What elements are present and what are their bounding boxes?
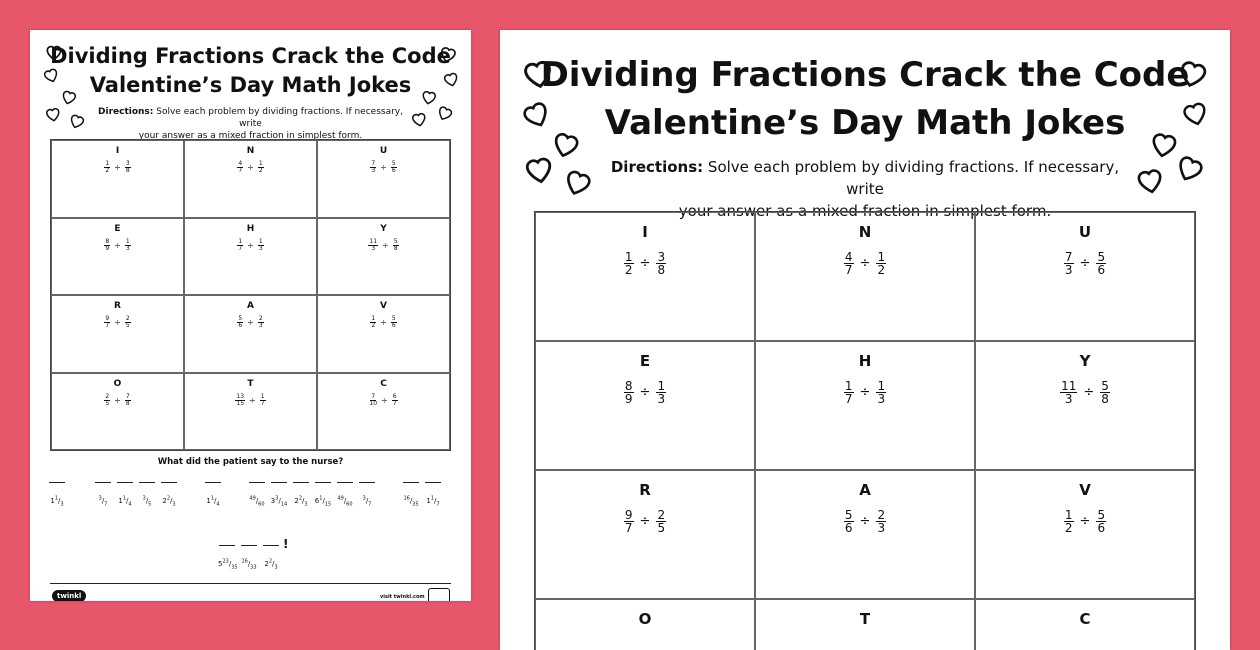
joke-question: What did the patient say to the nurse? [157,457,344,467]
problem-cell [317,295,450,373]
heart-icon [58,86,80,108]
answer-numerator: 1 [319,495,323,502]
code-letter: Y [1079,352,1091,370]
problem-cell [317,218,450,296]
code-letter: O [113,378,122,389]
heart-icon [409,109,430,130]
denominator: 3 [877,392,886,406]
problem-cell [184,373,317,451]
problem-cell [755,470,975,599]
numerator: 2 [258,315,263,322]
denominator: 7 [624,521,633,535]
heart-icon [517,52,559,94]
answer-denominator: 3 [60,501,64,508]
division-problem [536,380,754,405]
title-line-2: Valentine’s Day Math Jokes [604,103,1126,143]
divide-sign: ÷ [381,395,388,405]
divide-sign: ÷ [249,395,256,405]
denominator: 3 [371,167,376,174]
problem-grid [534,211,1196,650]
denominator: 10 [369,399,378,407]
problem-cell [755,341,975,470]
denominator: 3 [371,244,376,252]
answer-denominator: 60 [346,501,353,508]
denominator: 3 [258,322,263,329]
numerator: 1 [657,379,666,393]
numerator: 13 [236,392,245,400]
division-problem [756,251,974,276]
answer-numerator: 3 [362,495,366,502]
denominator: 8 [393,244,398,252]
denominator: 7 [260,399,265,407]
answer-numerator: 1 [54,495,59,502]
answer-denominator: 5 [148,501,152,508]
answer-denominator: 7 [104,501,108,508]
numerator: 4 [844,250,853,264]
problem-cell [317,373,450,451]
code-letter: V [1079,481,1091,499]
answer-slot: $3^3/_{14}$ [270,482,288,507]
directions-label: Directions: [98,107,154,117]
heart-icon [519,149,558,188]
numerator: 1 [844,379,853,393]
code-letter: U [1078,223,1092,241]
answer-slot: $^{16}/_{33}$ [240,545,258,570]
answer-slot: $2^2/_3$ [160,482,178,507]
denominator: 3 [877,521,886,535]
worksheet-thumbnail [30,30,471,601]
numerator: 9 [105,315,110,322]
divide-sign: ÷ [380,318,387,327]
answer-whole: 6 [314,497,320,505]
divide-sign: ÷ [380,163,387,172]
divide-sign: ÷ [114,240,121,250]
denominator: 15 [236,399,245,407]
numerator: 5 [393,237,398,245]
heart-icon [44,42,64,62]
divide-sign: ÷ [639,385,651,400]
division-problem [536,251,754,276]
problem-cell [51,373,184,451]
answer-denominator: 33 [250,564,257,571]
problem-cell [535,599,755,650]
answer-whole: 5 [218,560,223,568]
code-letter: E [114,223,121,234]
code-letter: H [246,223,255,234]
footer-divider [50,583,451,584]
problem-cell [535,212,755,341]
code-letter: I [115,146,120,156]
division-problem [185,316,316,329]
answer-slot: $2^2/_3$ [292,482,310,507]
answer-denominator: 35 [231,564,238,571]
answer-numerator: 3 [98,495,102,502]
denominator: 3 [258,244,263,252]
problem-cell [975,470,1195,599]
numerator: 1 [238,237,243,245]
problem-cell [184,295,317,373]
twinkl-logo: twinkl [52,590,86,601]
answer-whole: 1 [206,497,211,505]
numerator: 5 [844,508,853,522]
code-letter: E [639,352,651,370]
division-problem [52,394,183,407]
numerator: 1 [258,237,263,245]
answer-numerator: 1 [430,495,435,502]
denominator: 3 [1064,263,1073,277]
numerator: 7 [125,392,130,400]
division-problem [756,380,974,405]
divide-sign: ÷ [382,240,389,250]
denominator: 6 [1097,521,1106,535]
code-letter: V [380,301,387,311]
title-line-1: Dividing Fractions Crack the Code [50,44,451,68]
answer-slot: $^3/_5$ [138,482,156,507]
answer-denominator: 7 [436,501,440,508]
numerator: 8 [105,237,110,245]
numerator: 8 [624,379,633,393]
numerator: 11 [1061,379,1077,393]
numerator: 1 [877,379,886,393]
division-problem [52,316,183,329]
numerator: 7 [1064,250,1073,264]
answer-numerator: 3 [142,495,146,502]
denominator: 8 [657,263,666,277]
numerator: 1 [371,315,376,322]
answer-denominator: 15 [324,501,332,508]
badge-icon [428,588,450,601]
denominator: 6 [844,521,853,535]
numerator: 1 [125,237,130,245]
numerator: 1 [1064,508,1073,522]
division-problem [976,251,1194,276]
denominator: 3 [125,244,130,252]
code-letter: H [858,352,872,370]
divide-sign: ÷ [114,318,121,327]
answer-denominator: 35 [412,501,419,508]
answer-slot: $1^1/_4$ [116,482,134,507]
answer-numerator: 49 [337,495,344,502]
denominator: 9 [624,392,633,406]
numerator: 5 [238,315,243,322]
numerator: 2 [657,508,666,522]
answer-numerator: 2 [166,495,171,502]
numerator: 5 [1097,250,1106,264]
code-letter: Y [380,223,387,234]
divide-sign: ÷ [247,240,254,250]
answer-denominator: 7 [368,501,372,508]
divide-sign: ÷ [859,385,871,400]
division-problem [318,239,449,252]
denominator: 2 [877,263,886,277]
code-letter: I [642,223,648,241]
numerator: 5 [1101,379,1109,393]
answer-numerator: 16 [241,558,248,565]
code-letter: A [859,481,871,499]
answer-numerator: 49 [249,495,256,502]
numerator: 2 [105,392,110,400]
divide-sign: ÷ [859,256,871,271]
answer-denominator: 4 [128,501,132,508]
divide-sign: ÷ [114,163,121,172]
division-problem [52,239,183,252]
numerator: 7 [371,160,376,167]
division-problem [976,509,1194,534]
directions-text: your answer as a mixed fraction in simplest form. [138,131,363,141]
visit-link[interactable]: visit twinkl.com [380,594,425,600]
directions-text: your answer as a mixed fraction in simplest form. [678,202,1052,220]
denominator: 6 [391,167,396,174]
answer-numerator: 16 [403,495,410,502]
denominator: 2 [371,322,376,329]
division-problem [185,161,316,174]
denominator: 6 [391,322,396,329]
answer-whole: 3 [270,497,276,505]
heart-icon [557,161,598,202]
answer-slot: $5^{23}/_{35}$ [218,545,236,570]
code-letter: O [638,610,652,628]
answer-denominator: 4 [216,501,220,508]
answer-slot: $2^2/_3$ [262,545,280,570]
answer-slot: $^3/_7$ [358,482,376,507]
numerator: 5 [1097,508,1106,522]
divide-sign: ÷ [1083,385,1095,400]
numerator: 5 [391,160,396,167]
directions-text: Solve each problem by dividing fractions. If necessary, write [707,158,1120,198]
denominator: 8 [125,167,130,174]
numerator: 3 [657,250,666,264]
directions [90,106,411,142]
heart-icon [1131,161,1168,198]
numerator: 5 [391,315,396,322]
division-problem [318,316,449,329]
numerator: 1 [105,160,110,167]
heart-icon [65,109,88,132]
code-letter: A [247,301,254,311]
problem-cell [755,212,975,341]
denominator: 7 [238,244,243,252]
worksheet-preview [500,30,1230,650]
denominator: 7 [105,322,110,329]
problem-cell [535,341,755,470]
denominator: 9 [105,244,110,252]
denominator: 2 [105,167,110,174]
problem-grid [50,139,451,451]
denominator: 6 [238,322,243,329]
denominator: 2 [258,167,263,174]
divide-sign: ÷ [1079,256,1091,271]
answer-row-2 [30,537,471,579]
divide-sign: ÷ [247,318,254,327]
denominator: 7 [392,399,397,407]
numerator: 11 [369,237,378,245]
problem-cell [317,140,450,218]
answer-slot: $^3/_7$ [94,482,112,507]
problem-cell [975,599,1195,650]
division-problem [185,239,316,252]
code-letter: U [379,146,388,156]
denominator: 7 [844,263,853,277]
division-problem [318,394,449,407]
answer-slot: $^{49}/_{60}$ [248,482,266,507]
numerator: 1 [260,392,265,400]
problem-cell [184,218,317,296]
answer-whole: 2 [264,560,269,568]
numerator: 2 [125,315,130,322]
denominator: 2 [624,263,633,277]
numerator: 1 [624,250,633,264]
answer-numerator: 3 [275,495,279,502]
denominator: 5 [125,322,130,329]
denominator: 2 [1064,521,1073,535]
division-problem [536,509,754,534]
directions-text: Solve each problem by dividing fractions. If necessary, write [156,107,403,129]
denominator: 5 [657,521,666,535]
exclamation-mark: ! [283,537,289,551]
problem-cell [184,140,317,218]
problem-cell [755,599,975,650]
numerator: 4 [238,160,243,167]
answer-numerator: 2 [268,558,273,565]
problem-cell [51,140,184,218]
denominator: 7 [844,392,853,406]
code-letter: N [858,223,872,241]
answer-numerator: 1 [210,495,215,502]
answer-numerator: 1 [122,495,127,502]
directions-label: Directions: [610,158,704,176]
answer-slot: $^{16}/_{35}$ [402,482,420,507]
code-letter: T [859,610,871,628]
code-letter: T [247,378,254,389]
answer-row-1 [48,482,453,522]
answer-denominator: 3 [274,564,278,571]
denominator: 8 [125,399,130,407]
division-problem [318,161,449,174]
problem-cell [975,212,1195,341]
problem-cell [535,470,755,599]
code-letter: R [114,301,121,311]
title-line-2: Valentine’s Day Math Jokes [89,73,412,97]
problem-cell [51,218,184,296]
code-letter: C [380,378,387,389]
answer-whole: 1 [50,497,55,505]
code-letter: C [1079,610,1091,628]
denominator: 3 [657,392,666,406]
numerator: 7 [371,392,376,400]
division-problem [185,394,316,407]
answer-slot: $1^1/_7$ [424,482,442,507]
divide-sign: ÷ [1079,514,1091,529]
divide-sign: ÷ [247,163,254,172]
answer-denominator: 60 [258,501,265,508]
denominator: 5 [105,399,110,407]
code-letter: N [246,146,255,156]
problem-cell [51,295,184,373]
denominator: 7 [238,167,243,174]
answer-slot: $6^1/_{15}$ [314,482,332,507]
code-letter: R [639,481,651,499]
answer-slot: $1^1/_4$ [204,482,222,507]
answer-denominator: 3 [304,501,308,508]
divide-sign: ÷ [859,514,871,529]
division-problem [756,509,974,534]
denominator: 8 [1101,392,1109,406]
denominator: 6 [1097,263,1106,277]
numerator: 2 [877,508,886,522]
problem-cell [975,341,1195,470]
numerator: 6 [392,392,397,400]
division-problem [52,161,183,174]
divide-sign: ÷ [639,256,651,271]
numerator: 1 [877,250,886,264]
heart-icon [43,104,64,125]
title-line-1: Dividing Fractions Crack the Code [540,55,1190,95]
answer-denominator: 14 [280,501,288,508]
answer-whole: 2 [162,497,167,505]
numerator: 1 [258,160,263,167]
answer-denominator: 3 [172,501,176,508]
heart-icon [419,87,440,108]
numerator: 3 [125,160,130,167]
answer-slot: $1^1/_3$ [48,482,66,507]
numerator: 9 [624,508,633,522]
divide-sign: ÷ [114,395,121,405]
answer-whole: 2 [294,497,299,505]
answer-slot: $^{49}/_{60}$ [336,482,354,507]
denominator: 3 [1064,392,1073,406]
answer-numerator: 23 [222,558,229,565]
division-problem [976,380,1194,405]
answer-whole: 1 [118,497,123,505]
divide-sign: ÷ [639,514,651,529]
answer-numerator: 2 [298,495,303,502]
answer-whole: 1 [426,497,431,505]
